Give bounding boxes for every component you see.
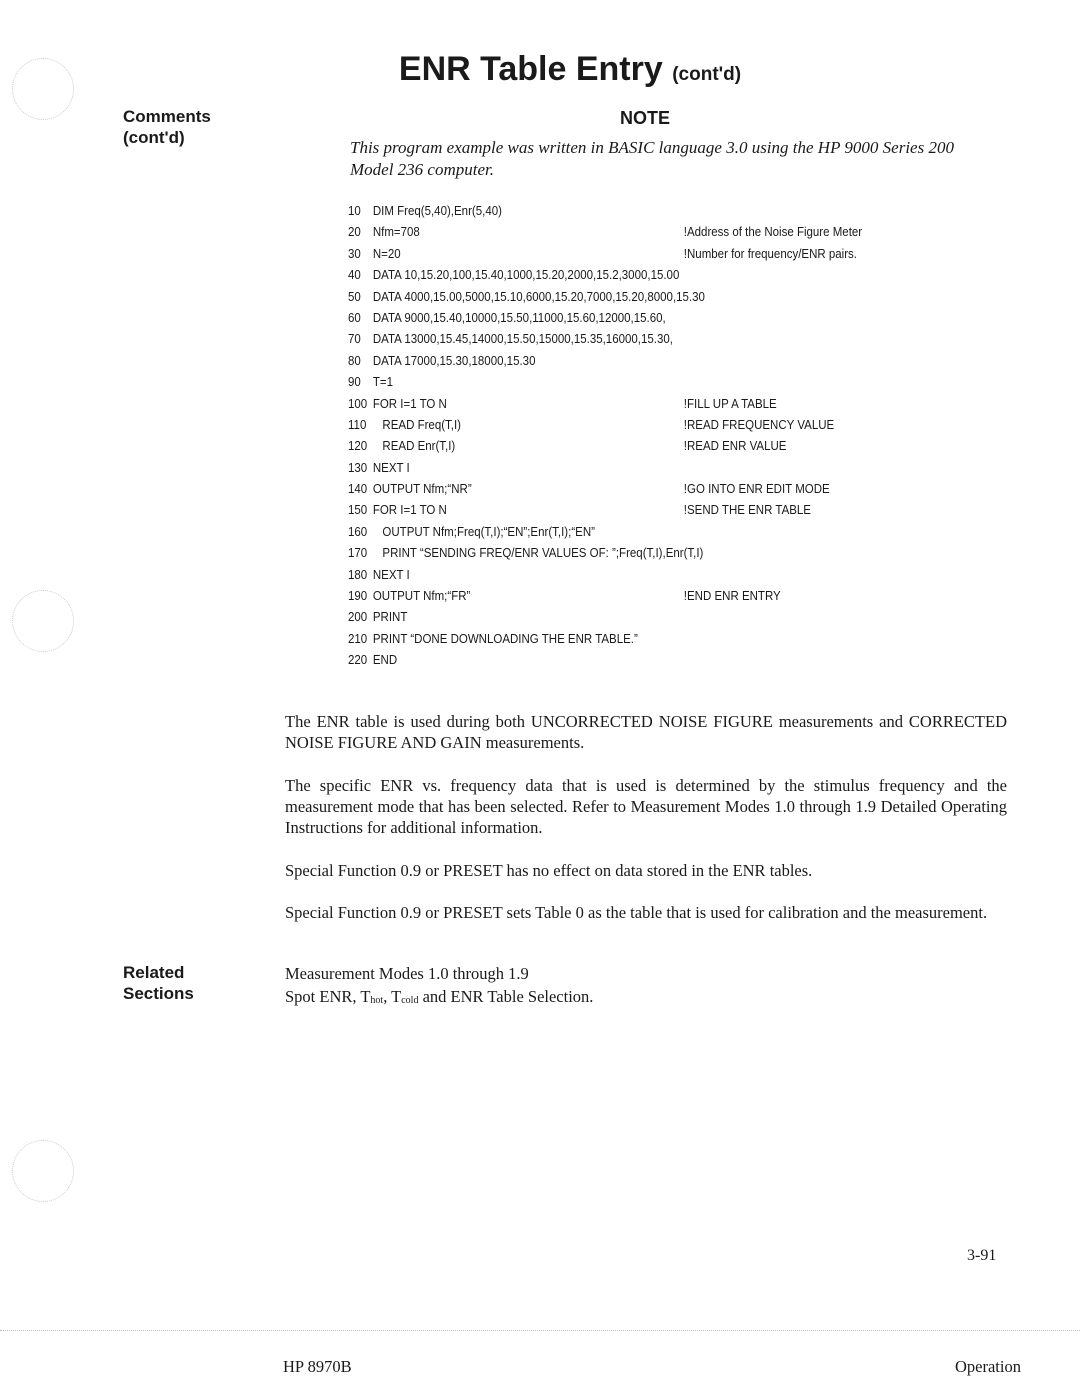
- code-statement: END: [372, 653, 398, 668]
- code-line: [348, 394, 777, 415]
- line-number: 20: [348, 225, 361, 240]
- side-heading-line: Sections: [123, 984, 194, 1003]
- footer-model: HP 8970B: [283, 1357, 352, 1376]
- line-number: 210: [348, 631, 368, 646]
- code-line: [348, 458, 705, 479]
- code-line: [348, 436, 787, 457]
- paragraph: The specific ENR vs. frequency data that is used is determined by the stimulus frequency and the measurement mode that has been selected. Refer to Measurement Modes 1.0 through 1.9 Detailed Operating Instructions for additional information.: [285, 776, 1007, 837]
- code-line: [348, 201, 705, 222]
- code-statement: DATA 13000,15.45,14000,15.50,15000,15.35,16000,15.30,: [372, 332, 673, 347]
- related-text: , T: [383, 987, 402, 1006]
- subscript: cold: [401, 995, 419, 1006]
- punch-hole: [12, 1140, 74, 1202]
- code-comment: !GO INTO ENR EDIT MODE: [683, 482, 830, 497]
- line-number: 130: [348, 460, 368, 475]
- code-statement: PRINT: [372, 610, 408, 625]
- code-comment: !FILL UP A TABLE: [683, 396, 777, 411]
- code-statement: DIM Freq(5,40),Enr(5,40): [372, 204, 502, 218]
- code-statement: PRINT “SENDING FREQ/ENR VALUES OF: ”;Freq(T,I),Enr(T,I): [372, 546, 704, 561]
- code-statement: FOR I=1 TO N: [372, 396, 447, 411]
- code-statement: READ Enr(T,I): [372, 439, 456, 454]
- code-statement: OUTPUT Nfm;“NR”: [372, 482, 472, 497]
- line-number: 40: [348, 268, 361, 283]
- paragraph: Special Function 0.9 or PRESET has no effect on data stored in the ENR tables.: [285, 861, 813, 880]
- code-statement: DATA 4000,15.00,5000,15.10,6000,15.20,7000,15.20,8000,15.30: [372, 289, 705, 304]
- code-line: [348, 372, 705, 393]
- line-number: 150: [348, 503, 368, 518]
- related-text: Spot ENR, T: [285, 987, 371, 1006]
- code-line: [348, 629, 705, 650]
- line-number: 160: [348, 524, 368, 539]
- code-comment: !Number for frequency/ENR pairs.: [683, 246, 858, 261]
- line-number: 110: [348, 417, 367, 432]
- code-statement: DATA 9000,15.40,10000,15.50,11000,15.60,12000,15.60,: [372, 310, 666, 325]
- line-number: 120: [348, 439, 368, 454]
- code-line: [348, 500, 811, 521]
- line-number: 100: [348, 396, 368, 411]
- code-line: [348, 351, 705, 372]
- page-number: 3-91: [967, 1247, 997, 1264]
- code-statement: NEXT I: [372, 460, 410, 475]
- code-line: [348, 522, 705, 543]
- line-number: 90: [348, 375, 361, 390]
- line-number: 70: [348, 332, 361, 347]
- code-statement: PRINT “DONE DOWNLOADING THE ENR TABLE.”: [372, 631, 638, 646]
- related-sections: [285, 962, 593, 1012]
- side-heading-comments: [123, 106, 211, 148]
- note-text: This program example was written in BASIC language 3.0 using the HP 9000 Series 200 Model 236 computer.: [350, 138, 954, 179]
- title-text: ENR Table Entry: [398, 50, 663, 88]
- code-line: [348, 543, 705, 564]
- code-statement: FOR I=1 TO N: [372, 503, 447, 518]
- code-comment: !READ FREQUENCY VALUE: [683, 417, 835, 432]
- code-statement: READ Freq(T,I): [372, 417, 462, 432]
- code-line: [348, 586, 781, 607]
- side-heading-line: (cont'd): [123, 128, 185, 147]
- note-heading: NOTE: [620, 108, 671, 128]
- line-number: 180: [348, 567, 368, 582]
- side-heading-line: Comments: [123, 107, 211, 126]
- line-number: 60: [348, 310, 361, 325]
- footer-divider: [0, 1330, 1080, 1331]
- title-suffix: (cont'd): [672, 64, 742, 85]
- line-number: 30: [348, 246, 361, 261]
- code-line: [348, 479, 830, 500]
- code-statement: OUTPUT Nfm;Freq(T,I);“EN”;Enr(T,I);“EN”: [372, 524, 595, 539]
- code-line: [348, 565, 705, 586]
- line-number: 170: [348, 546, 368, 561]
- line-number: 10: [348, 204, 361, 218]
- side-heading-related: [123, 962, 194, 1004]
- line-number: 190: [348, 589, 368, 604]
- code-line: [348, 415, 835, 436]
- code-statement: DATA 17000,15.30,18000,15.30: [372, 353, 536, 368]
- code-statement: N=20: [372, 246, 401, 261]
- side-heading-line: Related: [123, 963, 185, 982]
- code-statement: T=1: [372, 375, 393, 390]
- code-line: [348, 607, 705, 628]
- code-line: [348, 287, 705, 308]
- code-comment: !READ ENR VALUE: [683, 439, 787, 454]
- related-text: and ENR Table Selection.: [418, 987, 594, 1006]
- line-number: 50: [348, 289, 361, 304]
- line-number: 80: [348, 353, 361, 368]
- line-number: 200: [348, 610, 368, 625]
- related-link: [285, 985, 593, 1012]
- punch-hole: [12, 590, 74, 652]
- code-line: [348, 244, 858, 265]
- code-statement: DATA 10,15.20,100,15.40,1000,15.20,2000,15.2,3000,15.00: [372, 268, 680, 283]
- code-statement: Nfm=708: [372, 225, 420, 240]
- code-statement: OUTPUT Nfm;“FR”: [372, 589, 471, 604]
- code-comment: !SEND THE ENR TABLE: [683, 503, 811, 518]
- footer-section: Operation: [955, 1357, 1021, 1376]
- paragraph: The ENR table is used during both UNCORRECTED NOISE FIGURE measurements and CORRECTED NOISE FIGURE AND GAIN measurements.: [285, 712, 1007, 752]
- code-line: [348, 308, 705, 329]
- code-line: [348, 650, 705, 671]
- related-link: Measurement Modes 1.0 through 1.9: [285, 964, 529, 983]
- code-comment: !Address of the Noise Figure Meter: [683, 225, 863, 240]
- code-line: [348, 265, 705, 286]
- line-number: 140: [348, 482, 368, 497]
- code-statement: NEXT I: [372, 567, 410, 582]
- page-title: [0, 50, 1080, 89]
- paragraph: Special Function 0.9 or PRESET sets Table 0 as the table that is used for calibration and the measurement.: [285, 903, 988, 922]
- code-line: [348, 222, 863, 243]
- code-listing: [348, 201, 863, 672]
- code-line: [348, 329, 705, 350]
- line-number: 220: [348, 653, 368, 668]
- code-comment: !END ENR ENTRY: [683, 589, 781, 604]
- subscript: hot: [370, 995, 384, 1006]
